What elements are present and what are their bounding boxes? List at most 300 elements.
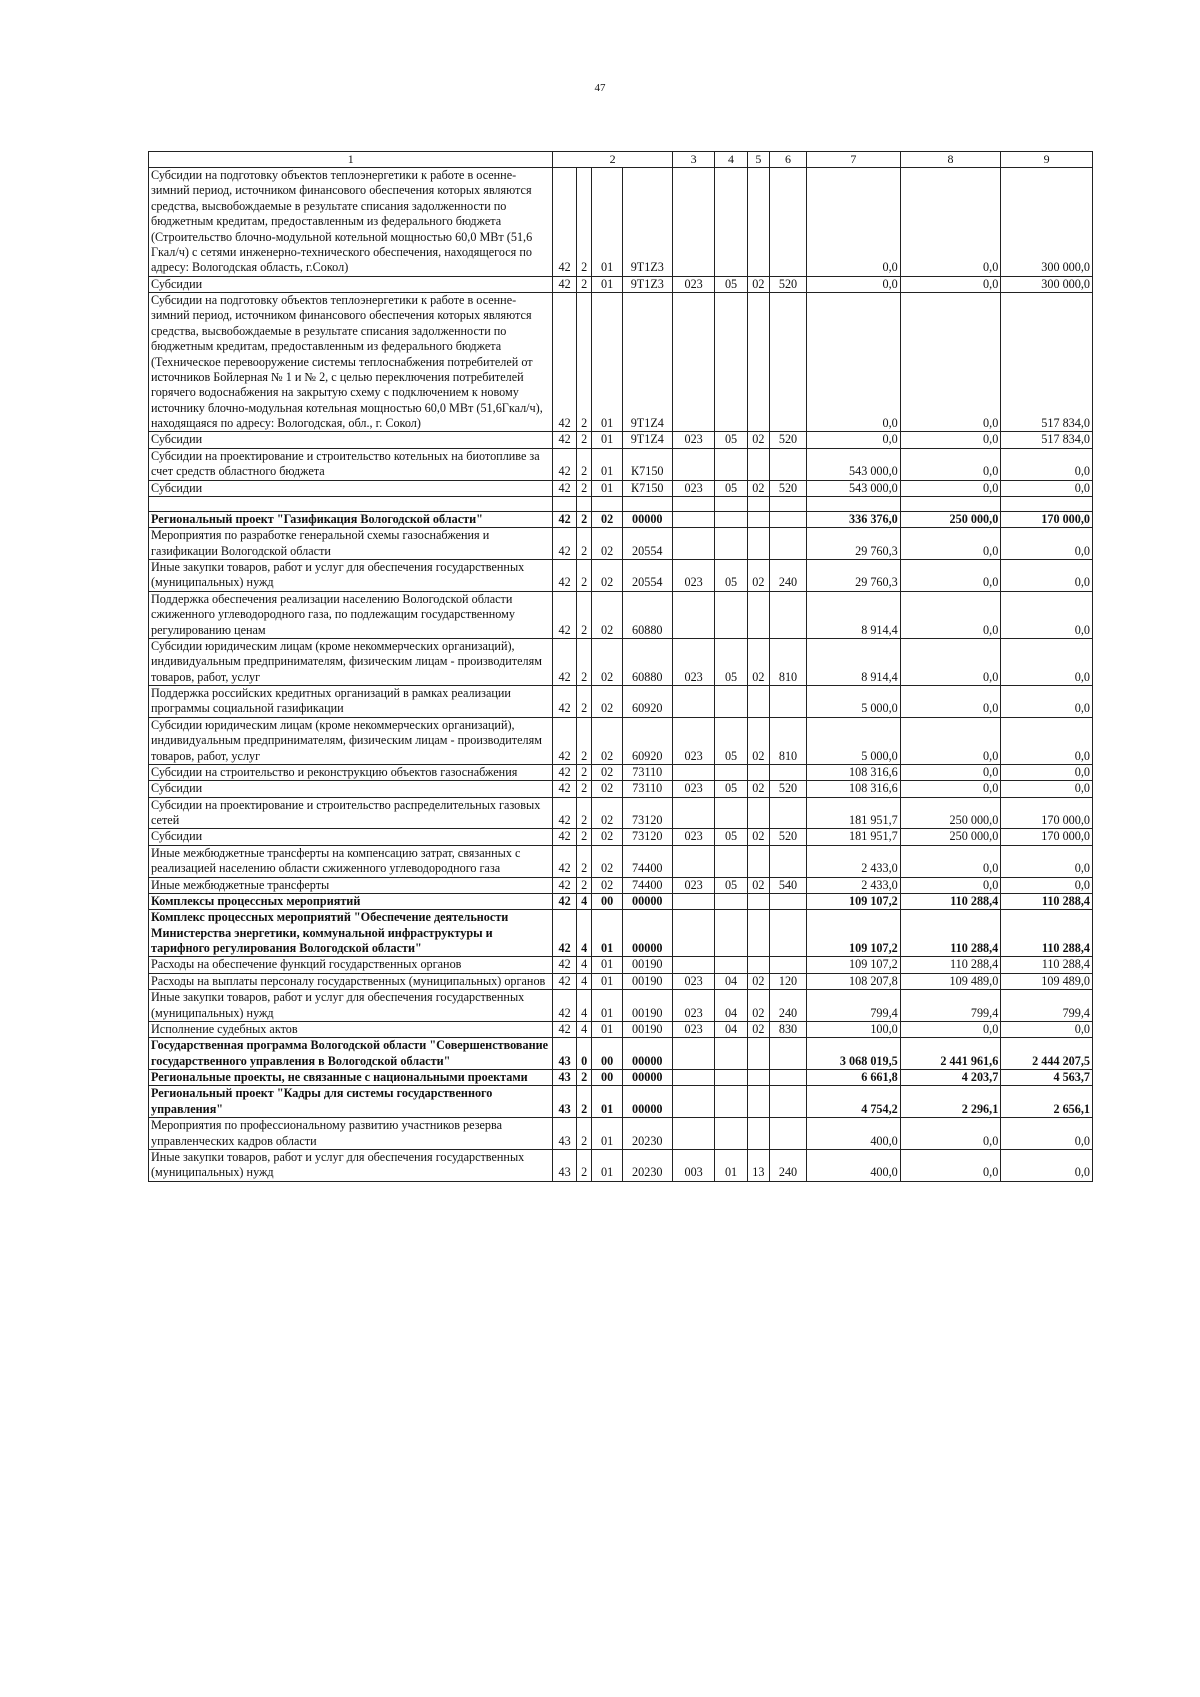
subsection-code: [747, 528, 769, 560]
grbs-code: 023: [672, 1021, 714, 1037]
empty-cell: [806, 496, 900, 511]
subprogram-code: 2: [576, 797, 592, 829]
program-code: 42: [553, 293, 576, 432]
row-name: Иные закупки товаров, работ и услуг для обеспечения государственных (муниципальных) нужд: [149, 560, 553, 592]
amount-year-3: 0,0: [1001, 591, 1093, 638]
table-row: [149, 1118, 1093, 1150]
table-row: [149, 764, 1093, 780]
direction-code: 9Т1Z4: [622, 432, 672, 448]
subprogram-code: 2: [576, 168, 592, 277]
section-code: [715, 1086, 747, 1118]
direction-code: 73110: [622, 781, 672, 797]
empty-cell: [900, 496, 1001, 511]
structure-code: 02: [592, 717, 622, 764]
subprogram-code: 2: [576, 781, 592, 797]
subsection-code: [747, 1070, 769, 1086]
row-name: Субсидии: [149, 781, 553, 797]
table-row: [149, 480, 1093, 496]
expense-type-code: [770, 686, 807, 718]
grbs-code: 003: [672, 1149, 714, 1181]
subprogram-code: 4: [576, 957, 592, 973]
program-code: 43: [553, 1149, 576, 1181]
amount-year-3: 110 288,4: [1001, 910, 1093, 957]
expense-type-code: [770, 797, 807, 829]
header-col-3: 3: [672, 152, 714, 168]
header-row: [149, 152, 1093, 168]
program-code: 42: [553, 764, 576, 780]
subprogram-code: 2: [576, 1149, 592, 1181]
budget-table: [148, 151, 1093, 1182]
section-code: [715, 893, 747, 909]
amount-year-3: 0,0: [1001, 1021, 1093, 1037]
amount-year-3: 2 444 207,5: [1001, 1038, 1093, 1070]
amount-year-2: 250 000,0: [900, 797, 1001, 829]
amount-year-3: 170 000,0: [1001, 797, 1093, 829]
section-code: 05: [715, 480, 747, 496]
direction-code: 60920: [622, 686, 672, 718]
expense-type-code: 240: [770, 1149, 807, 1181]
amount-year-3: 110 288,4: [1001, 893, 1093, 909]
subprogram-code: 0: [576, 1038, 592, 1070]
amount-year-2: 799,4: [900, 990, 1001, 1022]
amount-year-2: 0,0: [900, 528, 1001, 560]
direction-code: 00000: [622, 1086, 672, 1118]
row-name: Расходы на выплаты персоналу государственных (муниципальных) органов: [149, 973, 553, 989]
subsection-code: 02: [747, 781, 769, 797]
direction-code: 00000: [622, 511, 672, 527]
empty-cell: [770, 496, 807, 511]
amount-year-3: 170 000,0: [1001, 829, 1093, 845]
amount-year-2: 0,0: [900, 448, 1001, 480]
subsection-code: [747, 686, 769, 718]
amount-year-1: 2 433,0: [806, 845, 900, 877]
direction-code: 74400: [622, 845, 672, 877]
section-code: 05: [715, 829, 747, 845]
subprogram-code: 2: [576, 877, 592, 893]
section-code: 04: [715, 973, 747, 989]
amount-year-1: 108 207,8: [806, 973, 900, 989]
grbs-code: [672, 591, 714, 638]
amount-year-3: 0,0: [1001, 480, 1093, 496]
subsection-code: [747, 797, 769, 829]
page-number: 47: [594, 82, 606, 94]
subprogram-code: 2: [576, 293, 592, 432]
grbs-code: [672, 511, 714, 527]
direction-code: 20230: [622, 1149, 672, 1181]
section-code: 05: [715, 276, 747, 292]
expense-type-code: [770, 893, 807, 909]
subsection-code: 02: [747, 638, 769, 685]
grbs-code: 023: [672, 432, 714, 448]
structure-code: 01: [592, 957, 622, 973]
direction-code: 20554: [622, 560, 672, 592]
amount-year-2: 0,0: [900, 638, 1001, 685]
amount-year-1: 8 914,4: [806, 638, 900, 685]
direction-code: 00000: [622, 1038, 672, 1070]
grbs-code: [672, 845, 714, 877]
structure-code: 02: [592, 591, 622, 638]
subsection-code: [747, 1086, 769, 1118]
structure-code: 01: [592, 480, 622, 496]
amount-year-3: 0,0: [1001, 764, 1093, 780]
subprogram-code: 2: [576, 1086, 592, 1118]
subsection-code: 02: [747, 829, 769, 845]
subsection-code: 02: [747, 717, 769, 764]
table-row: [149, 893, 1093, 909]
section-code: [715, 1038, 747, 1070]
section-code: [715, 845, 747, 877]
row-name: Региональный проект "Кадры для системы государственного управления": [149, 1086, 553, 1118]
table-row: [149, 877, 1093, 893]
structure-code: 01: [592, 168, 622, 277]
expense-type-code: 520: [770, 276, 807, 292]
row-name: Иные закупки товаров, работ и услуг для обеспечения государственных (муниципальных) нужд: [149, 1149, 553, 1181]
grbs-code: 023: [672, 560, 714, 592]
grbs-code: [672, 1086, 714, 1118]
program-code: 42: [553, 781, 576, 797]
amount-year-3: 799,4: [1001, 990, 1093, 1022]
amount-year-3: 0,0: [1001, 1149, 1093, 1181]
grbs-code: 023: [672, 717, 714, 764]
subprogram-code: 2: [576, 591, 592, 638]
table-row: [149, 686, 1093, 718]
grbs-code: [672, 1070, 714, 1086]
empty-cell: [1001, 496, 1093, 511]
amount-year-1: 0,0: [806, 432, 900, 448]
amount-year-3: 110 288,4: [1001, 957, 1093, 973]
expense-type-code: [770, 957, 807, 973]
expense-type-code: [770, 528, 807, 560]
subsection-code: 02: [747, 1021, 769, 1037]
expense-type-code: 810: [770, 638, 807, 685]
expense-type-code: [770, 591, 807, 638]
subprogram-code: 2: [576, 448, 592, 480]
amount-year-1: 108 316,6: [806, 781, 900, 797]
subsection-code: [747, 1038, 769, 1070]
program-code: 42: [553, 560, 576, 592]
amount-year-1: 2 433,0: [806, 877, 900, 893]
amount-year-1: 400,0: [806, 1149, 900, 1181]
structure-code: 02: [592, 797, 622, 829]
subprogram-code: 2: [576, 511, 592, 527]
program-code: 42: [553, 957, 576, 973]
expense-type-code: [770, 1070, 807, 1086]
amount-year-2: 2 296,1: [900, 1086, 1001, 1118]
table-row: [149, 1021, 1093, 1037]
table-row: [149, 845, 1093, 877]
program-code: 42: [553, 845, 576, 877]
amount-year-3: 0,0: [1001, 686, 1093, 718]
direction-code: 60880: [622, 591, 672, 638]
row-name: Мероприятия по разработке генеральной схемы газоснабжения и газификации Вологодской области: [149, 528, 553, 560]
amount-year-2: 0,0: [900, 591, 1001, 638]
subsection-code: [747, 168, 769, 277]
program-code: 42: [553, 528, 576, 560]
subprogram-code: 2: [576, 764, 592, 780]
table-row: [149, 591, 1093, 638]
structure-code: 01: [592, 432, 622, 448]
table-row: [149, 910, 1093, 957]
grbs-code: 023: [672, 829, 714, 845]
amount-year-1: 6 661,8: [806, 1070, 900, 1086]
table-row: [149, 432, 1093, 448]
direction-code: 00190: [622, 957, 672, 973]
table-row: [149, 781, 1093, 797]
section-code: [715, 764, 747, 780]
section-code: [715, 591, 747, 638]
subsection-code: [747, 293, 769, 432]
row-name: Субсидии: [149, 829, 553, 845]
table-row: [149, 957, 1093, 973]
subprogram-code: 4: [576, 893, 592, 909]
empty-cell: [592, 496, 622, 511]
direction-code: 74400: [622, 877, 672, 893]
program-code: 42: [553, 893, 576, 909]
amount-year-3: 0,0: [1001, 1118, 1093, 1150]
row-name: Исполнение судебных актов: [149, 1021, 553, 1037]
structure-code: 00: [592, 1038, 622, 1070]
section-code: 04: [715, 990, 747, 1022]
direction-code: 00000: [622, 893, 672, 909]
subprogram-code: 2: [576, 480, 592, 496]
amount-year-1: 181 951,7: [806, 797, 900, 829]
table-row: [149, 797, 1093, 829]
section-code: [715, 528, 747, 560]
header-col-1: 1: [149, 152, 553, 168]
section-code: 04: [715, 1021, 747, 1037]
amount-year-1: 0,0: [806, 293, 900, 432]
table-body: [149, 168, 1093, 1182]
direction-code: 73120: [622, 797, 672, 829]
subprogram-code: 2: [576, 829, 592, 845]
program-code: 42: [553, 829, 576, 845]
program-code: 42: [553, 973, 576, 989]
amount-year-2: 0,0: [900, 1118, 1001, 1150]
expense-type-code: 830: [770, 1021, 807, 1037]
direction-code: 60920: [622, 717, 672, 764]
grbs-code: [672, 1038, 714, 1070]
grbs-code: 023: [672, 638, 714, 685]
amount-year-1: 799,4: [806, 990, 900, 1022]
subsection-code: 02: [747, 276, 769, 292]
row-name: Комплексы процессных мероприятий: [149, 893, 553, 909]
section-code: 05: [715, 877, 747, 893]
direction-code: 9Т1Z4: [622, 293, 672, 432]
subprogram-code: 4: [576, 1021, 592, 1037]
section-code: [715, 910, 747, 957]
amount-year-2: 0,0: [900, 276, 1001, 292]
grbs-code: 023: [672, 877, 714, 893]
subprogram-code: 4: [576, 910, 592, 957]
empty-cell: [149, 496, 553, 511]
table-row: [149, 511, 1093, 527]
amount-year-3: 0,0: [1001, 877, 1093, 893]
amount-year-2: 110 288,4: [900, 893, 1001, 909]
row-name: Субсидии на подготовку объектов теплоэнергетики к работе в осенне-зимний период, источником финансового обеспечения которых являются средства, высвобождаемые в результате списания задолженности по бюджетным кредитам, предоставленным из федерального бюджета (Техническое перевооружение системы теплоснабжения потребителей от источников Бойлерная № 1 и № 2, с целью переключения потребителей горячего водоснабжения на закрытую схему с подключением к новому источнику блочно-модульная котельная мощностью 60,0 МВт (51,6Гкал/ч), находящаяся по адресу: Вологодская, обл., г. Сокол): [149, 293, 553, 432]
row-name: Субсидии на строительство и реконструкцию объектов газоснабжения: [149, 764, 553, 780]
amount-year-3: 0,0: [1001, 638, 1093, 685]
program-code: 43: [553, 1070, 576, 1086]
grbs-code: 023: [672, 973, 714, 989]
subsection-code: [747, 511, 769, 527]
amount-year-3: 0,0: [1001, 560, 1093, 592]
amount-year-1: 0,0: [806, 276, 900, 292]
subsection-code: 02: [747, 973, 769, 989]
grbs-code: [672, 528, 714, 560]
expense-type-code: 540: [770, 877, 807, 893]
grbs-code: [672, 686, 714, 718]
structure-code: 01: [592, 1118, 622, 1150]
subsection-code: 02: [747, 877, 769, 893]
row-name: Иные закупки товаров, работ и услуг для обеспечения государственных (муниципальных) нужд: [149, 990, 553, 1022]
program-code: 42: [553, 511, 576, 527]
row-name: Субсидии: [149, 276, 553, 292]
table-row: [149, 528, 1093, 560]
subsection-code: [747, 845, 769, 877]
section-code: 05: [715, 717, 747, 764]
direction-code: 73110: [622, 764, 672, 780]
amount-year-3: 517 834,0: [1001, 293, 1093, 432]
grbs-code: [672, 448, 714, 480]
amount-year-3: 109 489,0: [1001, 973, 1093, 989]
expense-type-code: [770, 1038, 807, 1070]
program-code: 42: [553, 717, 576, 764]
row-name: Государственная программа Вологодской области "Совершенствование государственного управления в Вологодской области": [149, 1038, 553, 1070]
row-name: Мероприятия по профессиональному развитию участников резерва управленческих кадров области: [149, 1118, 553, 1150]
section-code: [715, 1070, 747, 1086]
direction-code: 00190: [622, 973, 672, 989]
subsection-code: 13: [747, 1149, 769, 1181]
program-code: 42: [553, 480, 576, 496]
program-code: 42: [553, 797, 576, 829]
table-row: [149, 717, 1093, 764]
amount-year-2: 4 203,7: [900, 1070, 1001, 1086]
expense-type-code: 240: [770, 560, 807, 592]
empty-cell: [576, 496, 592, 511]
direction-code: К7150: [622, 480, 672, 496]
structure-code: 02: [592, 511, 622, 527]
row-name: Комплекс процессных мероприятий "Обеспечение деятельности Министерства энергетики, коммунальной инфраструктуры и тарифного регулирования Вологодской области": [149, 910, 553, 957]
subprogram-code: 4: [576, 973, 592, 989]
structure-code: 01: [592, 1149, 622, 1181]
amount-year-2: 0,0: [900, 717, 1001, 764]
structure-code: 01: [592, 448, 622, 480]
structure-code: 00: [592, 1070, 622, 1086]
expense-type-code: 810: [770, 717, 807, 764]
amount-year-2: 0,0: [900, 168, 1001, 277]
table-row: [149, 829, 1093, 845]
subprogram-code: 2: [576, 560, 592, 592]
amount-year-2: 0,0: [900, 480, 1001, 496]
program-code: 42: [553, 686, 576, 718]
direction-code: 9Т1Z3: [622, 276, 672, 292]
section-code: 05: [715, 638, 747, 685]
grbs-code: 023: [672, 480, 714, 496]
expense-type-code: [770, 910, 807, 957]
section-code: 01: [715, 1149, 747, 1181]
program-code: 42: [553, 432, 576, 448]
grbs-code: [672, 1118, 714, 1150]
subsection-code: 02: [747, 560, 769, 592]
row-name: Субсидии на подготовку объектов теплоэнергетики к работе в осенне-зимний период, источником финансового обеспечения которых являются средства, высвобождаемые в результате списания задолженности по бюджетным кредитам, предоставленным из федерального бюджета (Строительство блочно-модульной котельной мощностью 60,0 МВт (51,6 Гкал/ч) с сетями инженерно-технического обеспечения, находящегося по адресу: Вологодская область, г.Сокол): [149, 168, 553, 277]
program-code: 42: [553, 168, 576, 277]
row-name: Субсидии: [149, 432, 553, 448]
amount-year-2: 250 000,0: [900, 511, 1001, 527]
structure-code: 02: [592, 638, 622, 685]
expense-type-code: [770, 1118, 807, 1150]
amount-year-3: 0,0: [1001, 845, 1093, 877]
grbs-code: 023: [672, 781, 714, 797]
section-code: 05: [715, 560, 747, 592]
section-code: [715, 293, 747, 432]
direction-code: 00000: [622, 1070, 672, 1086]
subsection-code: [747, 764, 769, 780]
empty-cell: [672, 496, 714, 511]
program-code: 43: [553, 1086, 576, 1118]
structure-code: 01: [592, 293, 622, 432]
amount-year-3: 2 656,1: [1001, 1086, 1093, 1118]
amount-year-2: 0,0: [900, 686, 1001, 718]
amount-year-1: 5 000,0: [806, 717, 900, 764]
expense-type-code: 520: [770, 781, 807, 797]
expense-type-code: [770, 448, 807, 480]
subsection-code: 02: [747, 990, 769, 1022]
grbs-code: [672, 893, 714, 909]
amount-year-3: 170 000,0: [1001, 511, 1093, 527]
section-code: [715, 1118, 747, 1150]
program-code: 43: [553, 1038, 576, 1070]
grbs-code: [672, 957, 714, 973]
amount-year-1: 109 107,2: [806, 957, 900, 973]
header-col-7: 7: [806, 152, 900, 168]
table-row: [149, 1038, 1093, 1070]
expense-type-code: [770, 1086, 807, 1118]
program-code: 42: [553, 638, 576, 685]
header-col-5: 5: [747, 152, 769, 168]
expense-type-code: [770, 293, 807, 432]
structure-code: 02: [592, 686, 622, 718]
row-name: Иные межбюджетные трансферты на компенсацию затрат, связанных с реализацией населению области сжиженного углеводородного газа: [149, 845, 553, 877]
row-name: Субсидии на проектирование и строительство котельных на биотопливе за счет средств областного бюджета: [149, 448, 553, 480]
direction-code: 20554: [622, 528, 672, 560]
amount-year-3: 300 000,0: [1001, 168, 1093, 277]
amount-year-2: 0,0: [900, 877, 1001, 893]
structure-code: 01: [592, 910, 622, 957]
section-code: [715, 957, 747, 973]
amount-year-2: 110 288,4: [900, 957, 1001, 973]
amount-year-2: 0,0: [900, 781, 1001, 797]
structure-code: 01: [592, 1086, 622, 1118]
amount-year-3: 517 834,0: [1001, 432, 1093, 448]
table-row: [149, 560, 1093, 592]
table-row: [149, 293, 1093, 432]
direction-code: 00190: [622, 1021, 672, 1037]
subsection-code: 02: [747, 480, 769, 496]
grbs-code: [672, 797, 714, 829]
header-col-8: 8: [900, 152, 1001, 168]
grbs-code: 023: [672, 990, 714, 1022]
amount-year-2: 250 000,0: [900, 829, 1001, 845]
program-code: 42: [553, 448, 576, 480]
amount-year-1: 181 951,7: [806, 829, 900, 845]
grbs-code: [672, 764, 714, 780]
structure-code: 01: [592, 1021, 622, 1037]
empty-cell: [715, 496, 747, 511]
expense-type-code: [770, 764, 807, 780]
amount-year-1: 29 760,3: [806, 560, 900, 592]
amount-year-2: 0,0: [900, 560, 1001, 592]
structure-code: 01: [592, 973, 622, 989]
